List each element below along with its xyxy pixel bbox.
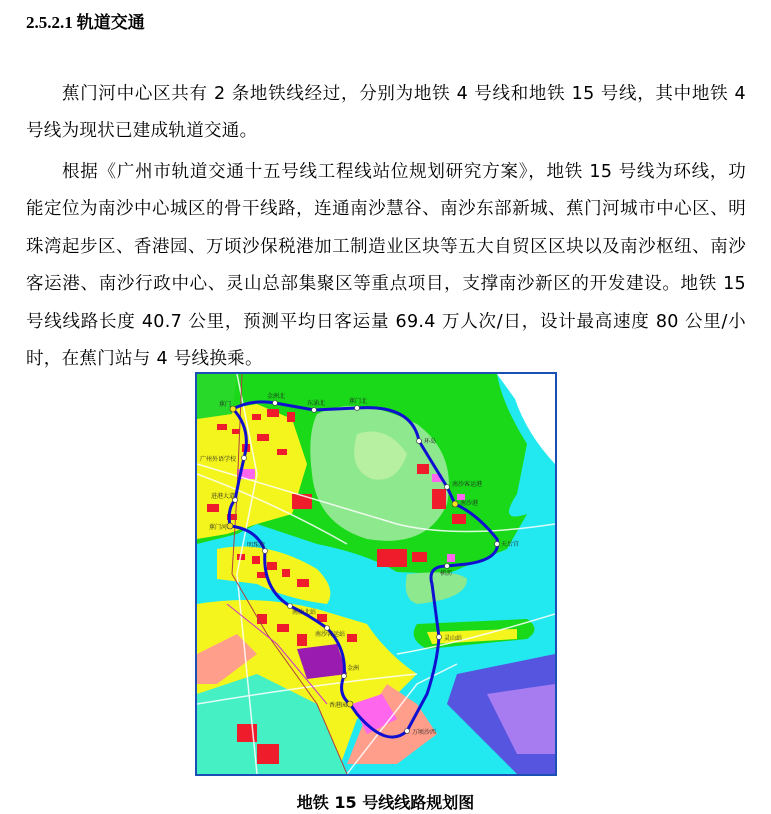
svg-text:万顷沙西: 万顷沙西: [412, 729, 437, 736]
svg-text:环岛: 环岛: [424, 438, 437, 445]
section-title: 轨道交通: [76, 13, 145, 33]
paragraph-line15-description: 根据《广州市轨道交通十五号线工程线站位规划研究方案》，地铁 15 号线为环线，功能定位为南沙中心城区的骨干线路，连通南沙慧谷、南沙东部新城、蕉门河城市中心区、明珠湾起步区、香港园、万顷沙保税港加工制造业区块等五大自贸区区块以及南沙枢纽、南沙客运港、南沙行政中心、灵山总部集聚区等重点项目，支撑南沙新区的开发建设。地铁 15 号线线路长度 40.7 公里，预测平均日客运量 69.4 万人次/日，设计最高速度 80 公里/小时，在蕉门站与 4 号线换乘。: [26, 161, 746, 369]
metro-line-15-map: [195, 372, 557, 776]
section-number: 2.5.2.1: [26, 13, 73, 32]
svg-text:金洲: 金洲: [347, 665, 360, 672]
svg-text:进港大道: 进港大道: [211, 493, 236, 500]
section-heading: [26, 8, 145, 33]
svg-text:南沙北站: 南沙北站: [292, 609, 317, 616]
station-markers: [197, 374, 555, 774]
station-marker-group: [227, 401, 500, 734]
svg-text:蕉门河: 蕉门河: [209, 524, 228, 531]
svg-text:蕉门北: 蕉门北: [349, 398, 368, 405]
svg-text:南沙客运港: 南沙客运港: [452, 481, 483, 488]
svg-text:东涌北: 东涌北: [307, 400, 326, 407]
svg-text:南沙港: 南沙港: [460, 500, 479, 507]
svg-text:蕉门: 蕉门: [219, 401, 232, 408]
svg-text:横沥: 横沥: [440, 570, 453, 577]
figure-caption: 地铁 15 号线线路规划图: [296, 793, 475, 812]
svg-text:香港园: 香港园: [329, 702, 348, 709]
svg-text:广州外语学校: 广州外语学校: [200, 456, 237, 463]
svg-text:明珠湾: 明珠湾: [247, 542, 266, 549]
paragraph-metro-overview: 蕉门河中心区共有 2 条地铁线经过，分别为地铁 4 号线和地铁 15 号线，其中地铁 4 号线为现状已建成轨道交通。: [26, 83, 746, 141]
svg-text:南沙客运站: 南沙客运站: [315, 631, 346, 638]
svg-text:金洲北: 金洲北: [267, 393, 286, 400]
station-labels: [200, 392, 519, 736]
svg-text:天后宫: 天后宫: [501, 541, 520, 548]
svg-text:灵山站: 灵山站: [444, 635, 463, 642]
